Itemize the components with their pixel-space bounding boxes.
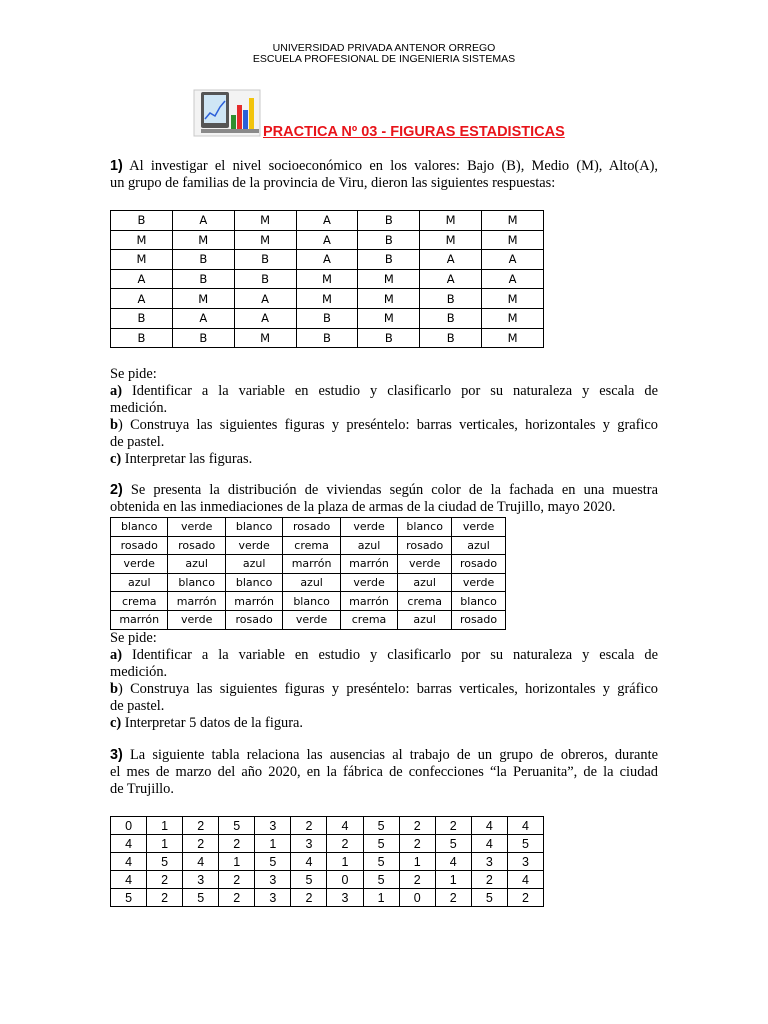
task-label: b — [110, 417, 119, 433]
table-cell: 4 — [507, 817, 543, 835]
table-cell: 5 — [435, 835, 471, 853]
task-text: Identificar a la variable en estudio y clasificarlo por su naturaleza y escala de — [131, 647, 658, 663]
table-cell: M — [111, 250, 173, 270]
table-row — [111, 536, 506, 555]
table-cell: 3 — [327, 889, 363, 907]
table-cell: 5 — [255, 853, 291, 871]
intro-text: obtenida en las inmediaciones de la plaza de armas de la ciudad de Trujillo, mayo 2020. — [110, 499, 616, 515]
table-cell: 4 — [507, 871, 543, 889]
table-row — [111, 610, 506, 629]
table-cell: crema — [283, 536, 340, 555]
table-cell: M — [234, 230, 296, 250]
table-cell: A — [234, 289, 296, 309]
table-cell: B — [358, 328, 420, 348]
table-cell: A — [172, 211, 234, 231]
table-cell: 4 — [471, 817, 507, 835]
table-cell: 2 — [471, 871, 507, 889]
table-cell: 2 — [399, 871, 435, 889]
intro-text: de Trujillo. — [110, 781, 174, 797]
table-cell: B — [420, 289, 482, 309]
table-cell: verde — [283, 610, 340, 629]
table-row — [111, 328, 544, 348]
table-cell: rosado — [452, 555, 506, 574]
table-cell: M — [296, 289, 358, 309]
table-cell: rosado — [398, 536, 452, 555]
table-cell: M — [234, 211, 296, 231]
table-cell: B — [111, 308, 173, 328]
task-text: de pastel. — [110, 434, 165, 450]
question-1-tasks — [110, 366, 658, 468]
table-cell: A — [296, 211, 358, 231]
table-cell: marrón — [283, 555, 340, 574]
table-cell: blanco — [225, 573, 282, 592]
question-number: 3) — [110, 747, 123, 763]
page-title: PRACTICA Nº 03 - FIGURAS ESTADISTICAS — [263, 124, 565, 140]
table-cell: rosado — [168, 536, 225, 555]
table-cell: 4 — [111, 853, 147, 871]
table-cell: 4 — [183, 853, 219, 871]
table-cell: A — [111, 269, 173, 289]
table-cell: B — [172, 269, 234, 289]
task-text: Identificar a la variable en estudio y clasificarlo por su naturaleza y escala de — [131, 383, 658, 399]
intro-text: La siguiente tabla relaciona las ausencias al trabajo de un grupo de obreros, durante — [130, 747, 658, 763]
table-cell: 3 — [255, 817, 291, 835]
table-cell: marrón — [168, 592, 225, 611]
table-cell: M — [482, 289, 544, 309]
table-cell: B — [111, 328, 173, 348]
table-cell: 5 — [363, 835, 399, 853]
table-cell: azul — [111, 573, 168, 592]
table-cell: M — [482, 308, 544, 328]
table-row — [111, 308, 544, 328]
table-cell: verde — [452, 518, 506, 537]
table-cell: 2 — [435, 889, 471, 907]
table-cell: M — [234, 328, 296, 348]
table-cell: 4 — [111, 835, 147, 853]
table-cell: 2 — [147, 871, 183, 889]
table-cell: B — [296, 308, 358, 328]
task-text: medición. — [110, 400, 168, 416]
table-cell: blanco — [398, 518, 452, 537]
socioeconomic-table — [110, 210, 544, 348]
table-cell: 3 — [291, 835, 327, 853]
table-cell: 2 — [219, 871, 255, 889]
question-2-intro — [110, 482, 658, 516]
task-text: medición. — [110, 664, 168, 680]
table-row — [111, 871, 544, 889]
table-cell: 2 — [147, 889, 183, 907]
se-pide-label: Se pide: — [110, 630, 157, 646]
table-cell: 5 — [219, 817, 255, 835]
table-cell: M — [420, 230, 482, 250]
table-cell: 1 — [435, 871, 471, 889]
table-cell: 4 — [471, 835, 507, 853]
table-row — [111, 518, 506, 537]
table-row — [111, 592, 506, 611]
table-row — [111, 555, 506, 574]
table-cell: azul — [225, 555, 282, 574]
table-cell: blanco — [168, 573, 225, 592]
table-row — [111, 835, 544, 853]
table-cell: 2 — [183, 817, 219, 835]
table-cell: azul — [340, 536, 397, 555]
table-cell: 1 — [399, 853, 435, 871]
table-cell: verde — [398, 555, 452, 574]
table-cell: crema — [340, 610, 397, 629]
table-row — [111, 289, 544, 309]
table-cell: B — [358, 211, 420, 231]
table-cell: 0 — [327, 871, 363, 889]
table-cell: M — [172, 230, 234, 250]
table-cell: B — [234, 269, 296, 289]
task-label: a) — [110, 647, 122, 663]
table-cell: verde — [452, 573, 506, 592]
table-cell: B — [172, 328, 234, 348]
table-cell: rosado — [452, 610, 506, 629]
table-cell: 1 — [219, 853, 255, 871]
table-cell: azul — [283, 573, 340, 592]
facade-color-table — [110, 517, 506, 630]
table-cell: B — [420, 328, 482, 348]
bar-chart-icon — [193, 89, 261, 137]
table-row — [111, 211, 544, 231]
table-cell: 2 — [183, 835, 219, 853]
question-number: 2) — [110, 482, 123, 498]
table-cell: 1 — [363, 889, 399, 907]
task-label: c) — [110, 715, 122, 731]
table-cell: rosado — [225, 610, 282, 629]
table-cell: 2 — [399, 835, 435, 853]
table-cell: azul — [398, 610, 452, 629]
table-row — [111, 889, 544, 907]
table-cell: M — [358, 308, 420, 328]
question-2-tasks — [110, 630, 658, 732]
table-cell: A — [296, 230, 358, 250]
table-cell: A — [482, 250, 544, 270]
table-cell: 4 — [327, 817, 363, 835]
table-cell: 5 — [291, 871, 327, 889]
question-number: 1) — [110, 158, 123, 174]
task-label: c) — [110, 451, 122, 467]
task-label: a) — [110, 383, 122, 399]
table-cell: 0 — [111, 817, 147, 835]
table-cell: M — [482, 211, 544, 231]
table-cell: B — [358, 250, 420, 270]
table-cell: M — [172, 289, 234, 309]
table-cell: A — [111, 289, 173, 309]
intro-text: Se presenta la distribución de viviendas según color de la fachada en una muestra — [130, 482, 658, 498]
university-name: UNIVERSIDAD PRIVADA ANTENOR ORREGO — [272, 42, 496, 54]
table-cell: 5 — [111, 889, 147, 907]
table-cell: 2 — [507, 889, 543, 907]
table-cell: blanco — [111, 518, 168, 537]
table-cell: marrón — [340, 555, 397, 574]
table-cell: 2 — [327, 835, 363, 853]
table-cell: M — [482, 230, 544, 250]
table-row — [111, 269, 544, 289]
table-cell: 4 — [435, 853, 471, 871]
table-cell: crema — [111, 592, 168, 611]
table-cell: 0 — [399, 889, 435, 907]
table-cell: 3 — [183, 871, 219, 889]
task-text: ) Construya las siguientes figuras y preséntelo: barras verticales, horizontales y grafico — [118, 417, 658, 433]
table-cell: azul — [168, 555, 225, 574]
table-cell: A — [420, 250, 482, 270]
task-text: de pastel. — [110, 698, 165, 714]
table-cell: verde — [225, 536, 282, 555]
table-cell: 2 — [435, 817, 471, 835]
table-cell: 3 — [507, 853, 543, 871]
question-3-intro — [110, 747, 658, 798]
table-cell: B — [358, 230, 420, 250]
table-cell: B — [296, 328, 358, 348]
table-cell: blanco — [225, 518, 282, 537]
table-cell: 5 — [363, 817, 399, 835]
absences-table — [110, 816, 544, 907]
table-cell: A — [482, 269, 544, 289]
table-cell: B — [111, 211, 173, 231]
table-cell: 3 — [255, 871, 291, 889]
table-cell: verde — [340, 518, 397, 537]
table-cell: verde — [168, 610, 225, 629]
table-cell: 5 — [147, 853, 183, 871]
table-cell: 1 — [147, 835, 183, 853]
table-cell: M — [420, 211, 482, 231]
table-cell: 1 — [327, 853, 363, 871]
task-text: Interpretar 5 datos de la figura. — [124, 715, 304, 731]
table-cell: 2 — [219, 835, 255, 853]
table-cell: B — [234, 250, 296, 270]
table-row — [111, 573, 506, 592]
table-cell: A — [296, 250, 358, 270]
table-cell: 4 — [291, 853, 327, 871]
table-row — [111, 250, 544, 270]
table-cell: 2 — [219, 889, 255, 907]
se-pide-label: Se pide: — [110, 366, 157, 382]
table-cell: verde — [111, 555, 168, 574]
table-cell: 1 — [255, 835, 291, 853]
table-cell: azul — [398, 573, 452, 592]
intro-text: un grupo de familias de la provincia de Viru, dieron las siguientes respuestas: — [110, 175, 556, 191]
table-cell: M — [296, 269, 358, 289]
table-cell: A — [420, 269, 482, 289]
table-cell: 5 — [183, 889, 219, 907]
table-row — [111, 853, 544, 871]
table-cell: azul — [452, 536, 506, 555]
table-cell: marrón — [111, 610, 168, 629]
table-cell: 4 — [111, 871, 147, 889]
table-cell: 5 — [507, 835, 543, 853]
task-text: Interpretar las figuras. — [124, 451, 253, 467]
question-1-intro — [110, 158, 658, 192]
table-cell: M — [482, 328, 544, 348]
table-cell: A — [234, 308, 296, 328]
task-text: ) Construya las siguientes figuras y preséntelo: barras verticales, horizontales y gráfico — [118, 681, 658, 697]
table-cell: 5 — [471, 889, 507, 907]
task-label: b — [110, 681, 119, 697]
table-cell: 2 — [291, 889, 327, 907]
table-row — [111, 230, 544, 250]
table-cell: M — [358, 289, 420, 309]
table-cell: B — [172, 250, 234, 270]
table-cell: rosado — [111, 536, 168, 555]
table-cell: blanco — [452, 592, 506, 611]
table-cell: verde — [340, 573, 397, 592]
table-cell: 3 — [255, 889, 291, 907]
table-cell: M — [111, 230, 173, 250]
table-cell: 3 — [471, 853, 507, 871]
intro-text: el mes de marzo del año 2020, en la fábrica de confecciones “la Peruanita”, de la ciudad — [110, 764, 658, 780]
table-cell: rosado — [283, 518, 340, 537]
table-cell: verde — [168, 518, 225, 537]
table-cell: 2 — [399, 817, 435, 835]
table-cell: 2 — [291, 817, 327, 835]
table-cell: blanco — [283, 592, 340, 611]
table-cell: marrón — [340, 592, 397, 611]
table-cell: 1 — [147, 817, 183, 835]
table-cell: M — [358, 269, 420, 289]
table-cell: A — [172, 308, 234, 328]
intro-text: Al investigar el nivel socioeconómico en los valores: Bajo (B), Medio (M), Alto(A), — [129, 158, 658, 174]
table-cell: 5 — [363, 871, 399, 889]
table-row — [111, 817, 544, 835]
table-cell: marrón — [225, 592, 282, 611]
school-name: ESCUELA PROFESIONAL DE INGENIERIA SISTEMAS — [252, 53, 516, 65]
table-cell: B — [420, 308, 482, 328]
table-cell: 5 — [363, 853, 399, 871]
table-cell: crema — [398, 592, 452, 611]
